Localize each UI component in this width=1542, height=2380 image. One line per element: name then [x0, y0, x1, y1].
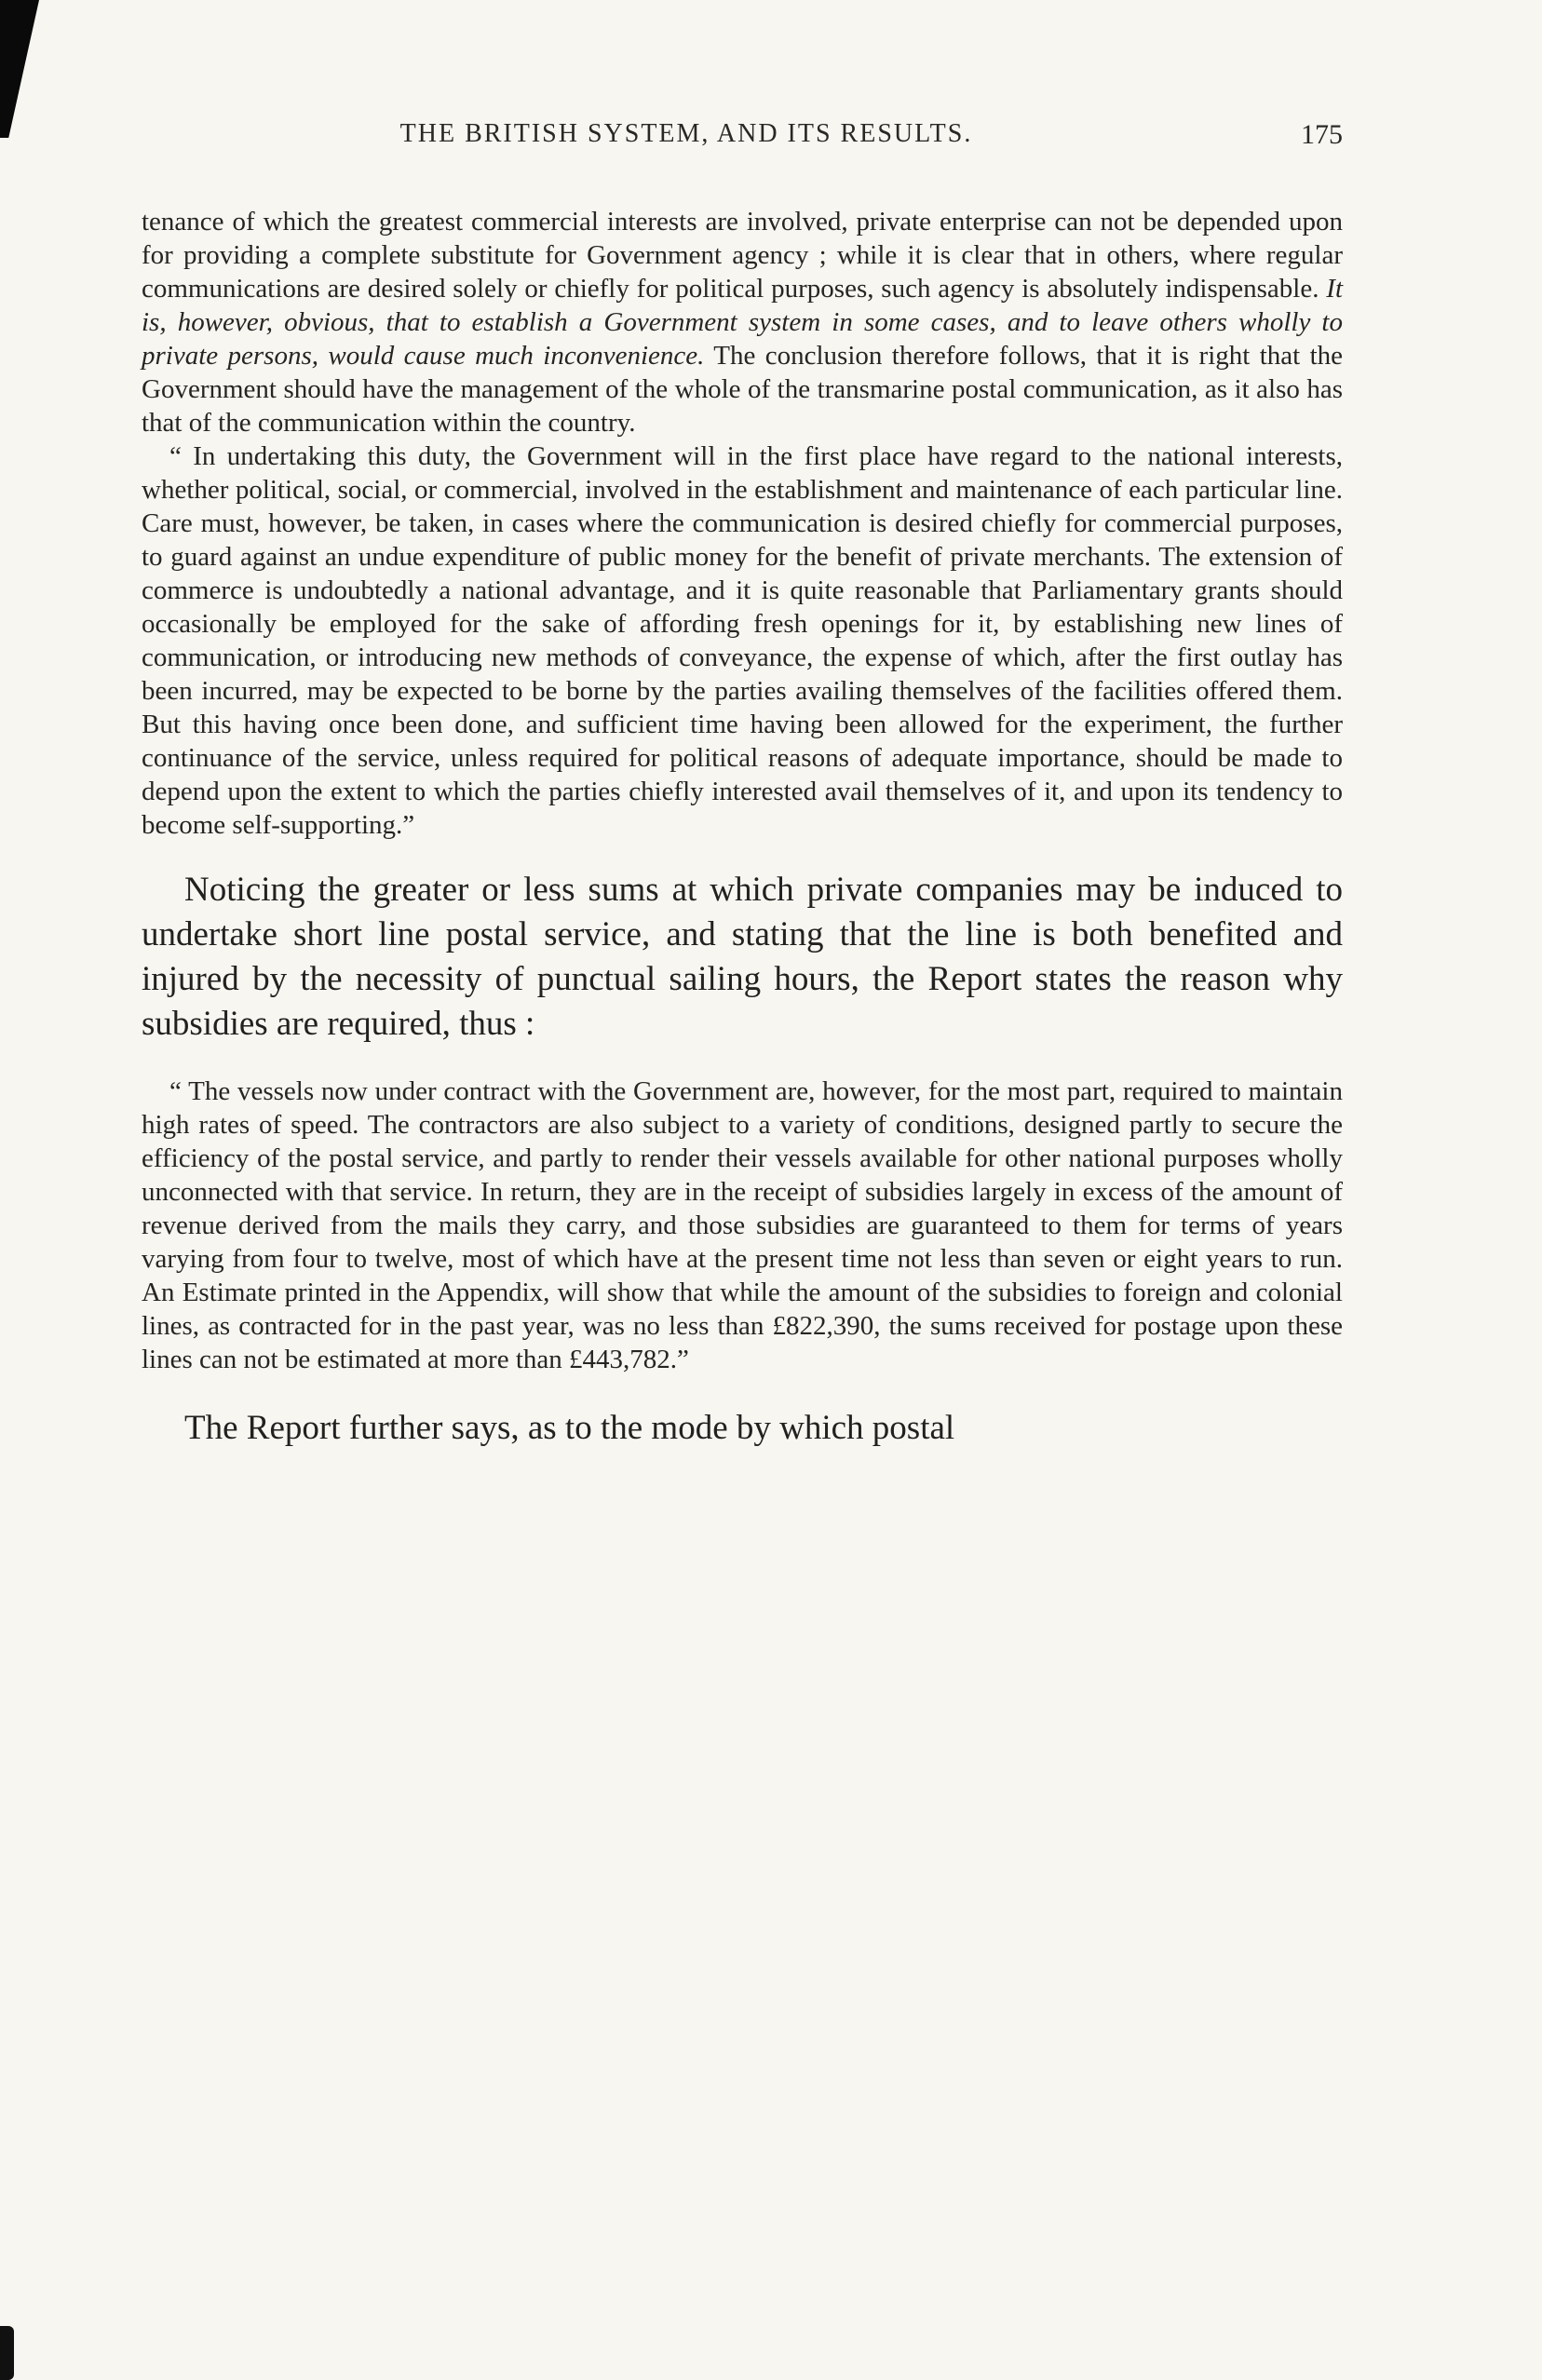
- paragraph-report-further-says: The Report further says, as to the mode by which postal: [184, 1409, 955, 1447]
- paragraph-quote-vessels: “ The vessels now under contract with the Government are, however, for the most part, required to maintain high rates of speed. The contractors are also subject to a variety of conditions, designed partly to secure the efficiency of the postal service, and partly to render their vessels available for other national purposes wholly unconnected with that service. In return, they are in the receipt of subsidies largely in excess of the amount of revenue derived from the mails they carry, and those subsidies are guaranteed to them for terms of years varying from four to twelve, most of which have at the present time not less than seven or eight years to run. An Estimate printed in the Appendix, will show that while the amount of the subsidies to foreign and colonial lines, as contracted for in the past year, was no less than £822,390, the sums received for postage upon these lines can not be estimated at more than £443,782.”: [142, 1076, 1343, 1374]
- scan-artifact-top-left: [0, 0, 39, 138]
- page-number: 175: [1301, 119, 1343, 150]
- paragraph-noticing: Noticing the greater or less sums at which private companies may be induced to undertake short line postal service, and stating that the line is both benefited and injured by the necessity of punctual sailing hours, the Report states the reason why subsidies are required, thus :: [142, 871, 1343, 1043]
- text-run-regular: The conclusion therefore follows, that it is right that the Government should have the management of the whole of the transmarine postal communication, as it also has that of the communication within the country.: [142, 341, 1343, 438]
- scan-artifact-bottom-left: [0, 2326, 14, 2380]
- paragraph-continuation: [142, 205, 1343, 439]
- page-content: [142, 119, 1343, 1451]
- page-title: THE BRITISH SYSTEM, AND ITS RESULTS.: [399, 119, 973, 148]
- text-run-italic: It is, however, obvious, that to establish a Government system in some cases, and to leave others wholly to private persons, would cause much inconvenience.: [142, 274, 1343, 371]
- paragraph-quote-undertaking: “ In undertaking this duty, the Government will in the first place have regard to the national interests, whether political, social, or commercial, involved in the establishment and maintenance of each particular line. Care must, however, be taken, in cases where the communication is desired chiefly for commercial purposes, to guard against an undue expenditure of public money for the benefit of private merchants. The extension of commerce is undoubtedly a national advantage, and it is quite reasonable that Parliamentary grants should occasionally be employed for the sake of affording fresh openings for it, by establishing new lines of communication, or introducing new methods of conveyance, the expense of which, after the first outlay has been incurred, may be expected to be borne by the parties availing themselves of the facilities offered them. But this having once been done, and sufficient time having been allowed for the experiment, the further continuance of the service, unless required for political reasons of adequate importance, should be made to depend upon the extent to which the parties chiefly interested avail themselves of it, and upon its tendency to become self-supporting.”: [142, 441, 1343, 840]
- running-head: [142, 119, 1343, 156]
- text-run-regular: tenance of which the greatest commercial interests are involved, private enterprise can not be depended upon for providing a complete substitute for Government agency ; while it is clear that in others, where regular communications are desired solely or chiefly for political purposes, such agency is absolutely indispensable.: [142, 207, 1343, 304]
